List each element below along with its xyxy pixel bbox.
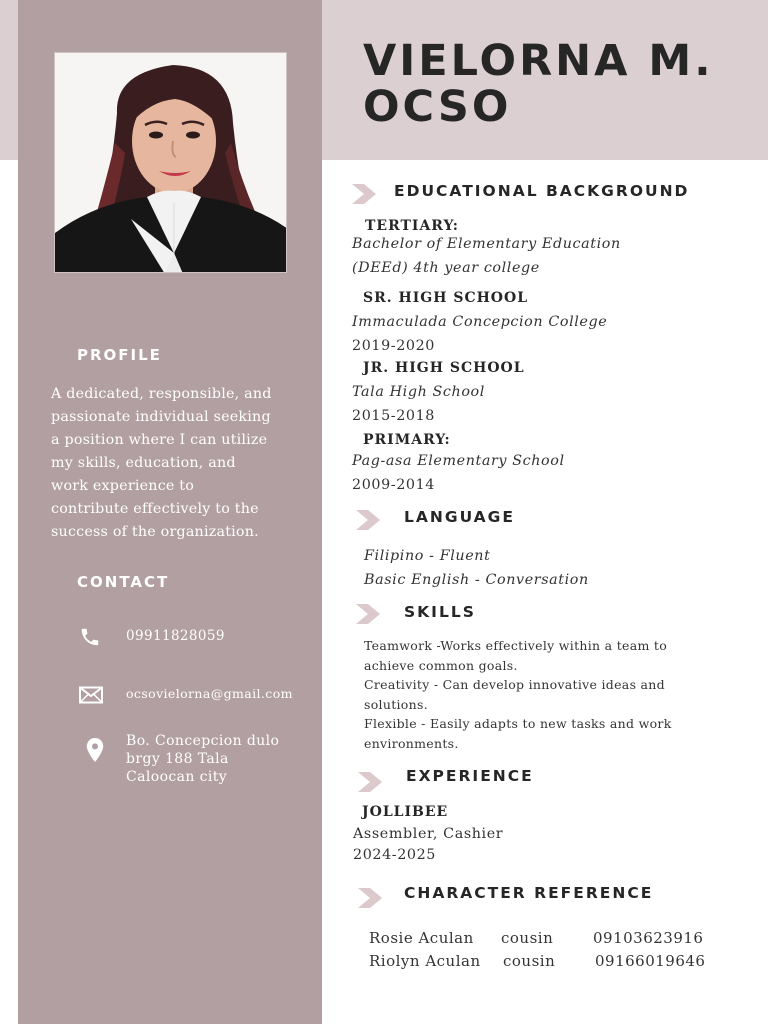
language-heading: LANGUAGE <box>404 508 515 526</box>
skills-list <box>364 636 714 754</box>
profile-line: contribute effectively to the <box>51 501 259 517</box>
skill-line: Teamwork -Works effectively within a team to <box>364 638 668 653</box>
profile-line: success of the organization. <box>51 524 259 540</box>
experience-years: 2024-2025 <box>353 847 436 863</box>
home-address <box>126 732 279 786</box>
reference-name: Rosie Aculan <box>369 929 474 947</box>
primary-label: PRIMARY: <box>363 432 451 448</box>
language-item: Basic English - Conversation <box>364 572 589 588</box>
reference-name: Riolyn Aculan <box>369 952 481 970</box>
chevron-icon <box>352 184 378 204</box>
chevron-icon <box>356 604 382 624</box>
senior-high-school: Immaculada Concepcion College <box>352 314 608 330</box>
address-line: Caloocan city <box>126 769 228 785</box>
name-line-1: VIELORNA M. <box>363 36 714 86</box>
contact-heading: CONTACT <box>77 573 170 591</box>
education-heading: EDUCATIONAL BACKGROUND <box>394 182 690 200</box>
skill-line: environments. <box>364 735 459 751</box>
reference-relation: cousin <box>503 952 556 970</box>
profile-line: A dedicated, responsible, and <box>51 386 272 402</box>
experience-company: JOLLIBEE <box>362 804 449 820</box>
profile-line: work experience to <box>51 478 195 494</box>
junior-high-label: JR. HIGH SCHOOL <box>363 360 525 376</box>
skill-line: Creativity - Can develop innovative ideas and <box>364 677 665 693</box>
experience-heading: EXPERIENCE <box>406 767 534 785</box>
chevron-icon <box>358 772 384 792</box>
candidate-name <box>363 38 753 130</box>
name-line-2: OCSO <box>363 82 512 132</box>
tertiary-level: (DEEd) 4th year college <box>352 260 540 276</box>
experience-role: Assembler, Cashier <box>353 826 504 842</box>
profile-summary <box>51 383 296 544</box>
address-line: Bo. Concepcion dulo <box>126 733 280 749</box>
reference-phone[interactable]: 09103623916 <box>593 929 704 947</box>
address-line: brgy 188 Tala <box>126 751 229 767</box>
senior-high-years: 2019-2020 <box>352 338 435 354</box>
profile-line: my skills, education, and <box>51 455 236 471</box>
reference-phone[interactable]: 09166019646 <box>595 952 706 970</box>
primary-years: 2009-2014 <box>352 477 435 493</box>
location-pin-icon <box>86 738 110 762</box>
skills-heading: SKILLS <box>404 603 476 621</box>
reference-heading: CHARACTER REFERENCE <box>404 884 654 902</box>
junior-high-years: 2015-2018 <box>352 408 435 424</box>
profile-heading: PROFILE <box>77 346 162 364</box>
primary-school: Pag-asa Elementary School <box>352 453 565 469</box>
phone-number[interactable]: 09911828059 <box>126 628 225 644</box>
chevron-icon <box>356 510 382 530</box>
skill-line: achieve common goals. <box>364 657 518 673</box>
envelope-icon <box>79 686 103 710</box>
junior-high-school: Tala High School <box>352 384 485 400</box>
chevron-icon <box>358 888 384 908</box>
senior-high-label: SR. HIGH SCHOOL <box>363 290 529 306</box>
profile-line: passionate individual seeking <box>51 409 271 425</box>
tertiary-degree: Bachelor of Elementary Education <box>352 236 621 252</box>
reference-relation: cousin <box>501 929 554 947</box>
skill-line: Flexible - Easily adapts to new tasks and work <box>364 716 672 732</box>
tertiary-label: TERTIARY: <box>365 218 459 234</box>
phone-icon <box>79 626 103 650</box>
profile-line: a position where I can utilize <box>51 432 268 448</box>
language-item: Filipino - Fluent <box>364 548 491 564</box>
skill-line: solutions. <box>364 696 428 712</box>
profile-photo <box>54 52 287 273</box>
email-address[interactable]: ocsovielorna@gmail.com <box>126 686 293 701</box>
